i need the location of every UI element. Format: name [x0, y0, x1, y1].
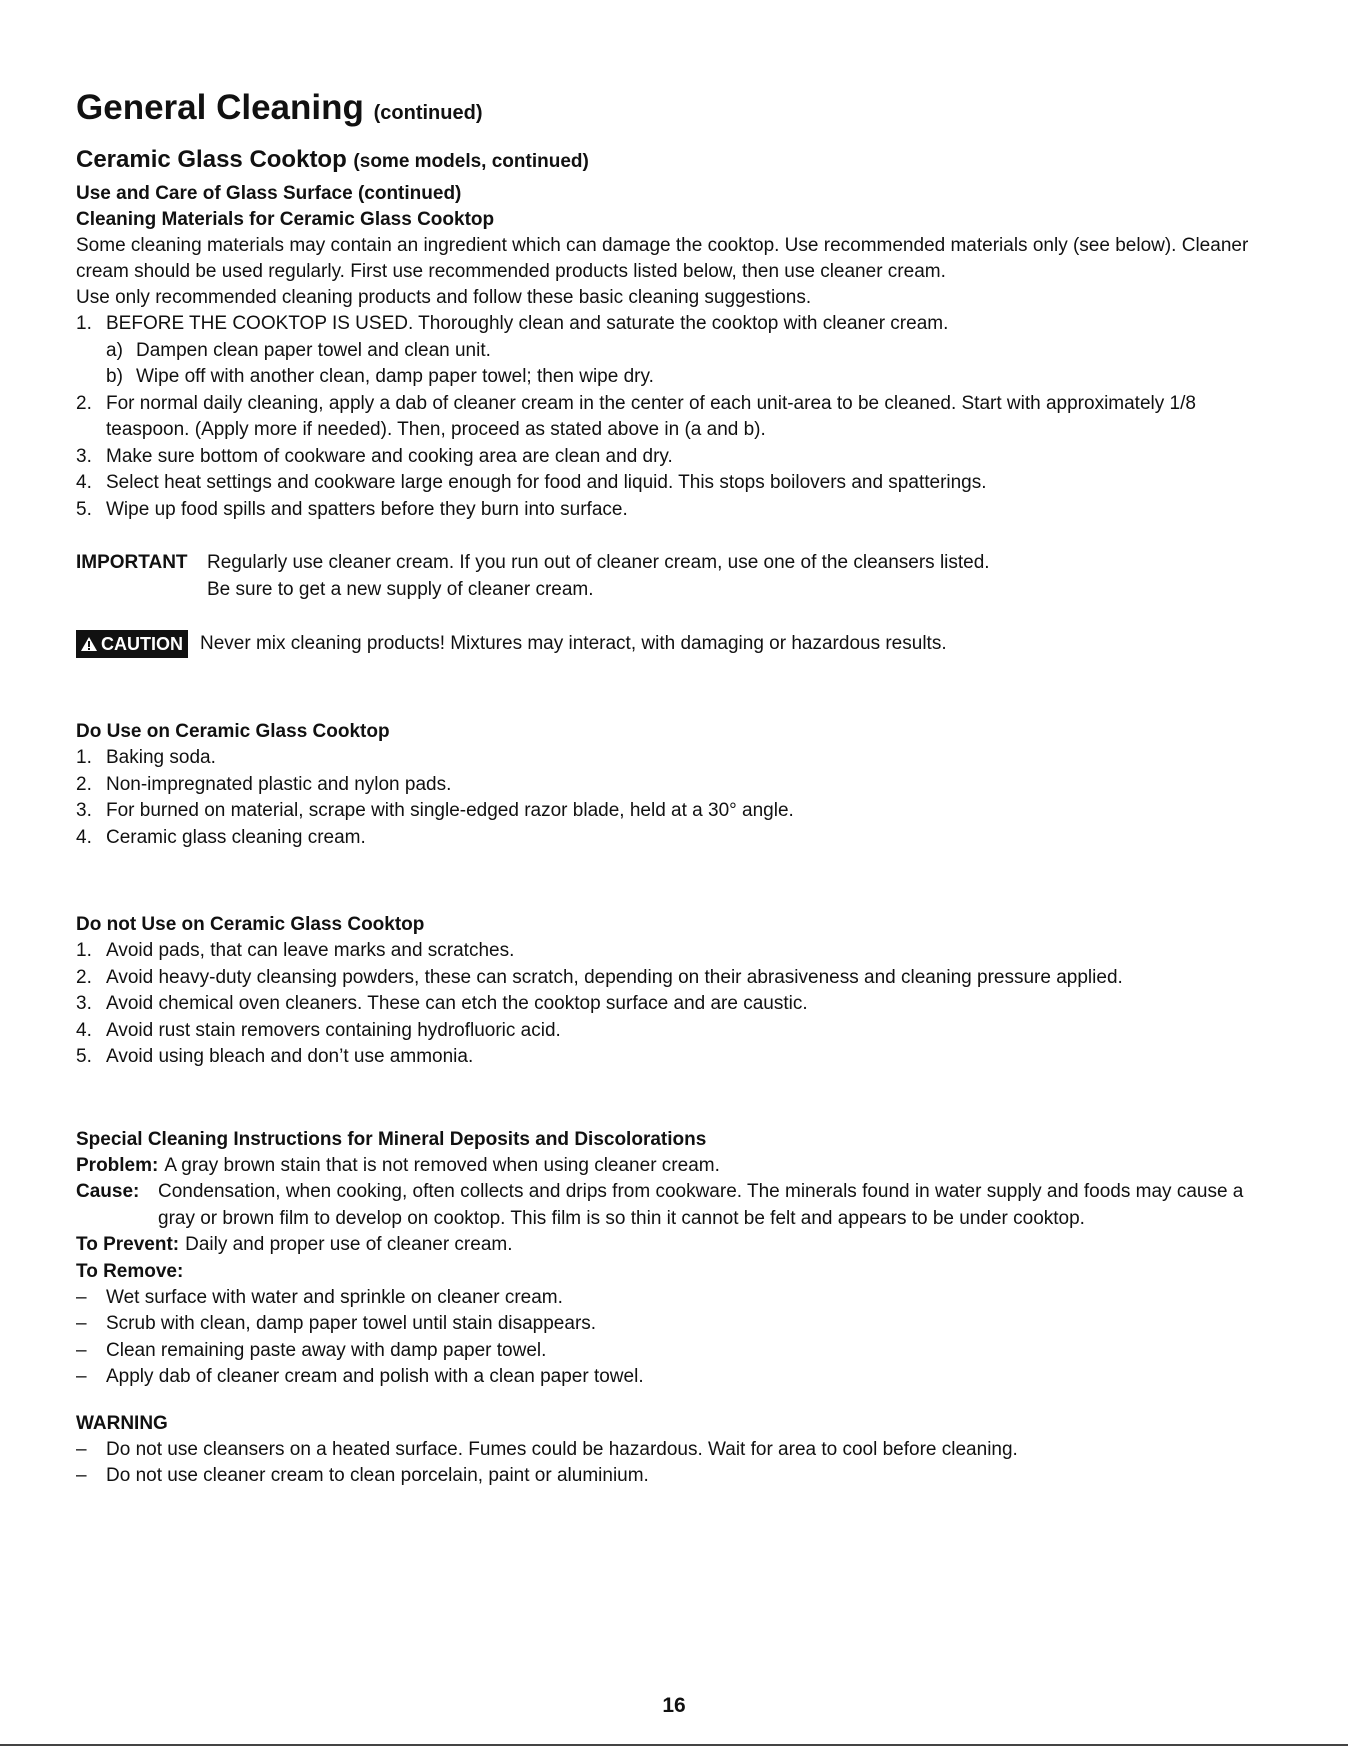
do-not-use-heading: Do not Use on Ceramic Glass Cooktop	[76, 914, 425, 935]
list-item	[76, 311, 1276, 338]
bottom-divider	[0, 1744, 1348, 1746]
important-note	[76, 550, 1276, 603]
sub-list-item	[76, 364, 1276, 391]
item-dash: –	[76, 1286, 87, 1308]
item-number: 3.	[76, 445, 92, 467]
sub-list-item	[76, 338, 1276, 365]
heading-use-care: Use and Care of Glass Surface (continued)	[76, 183, 462, 204]
do-not-use-section	[76, 912, 1276, 1071]
warning-heading: WARNING	[76, 1412, 168, 1434]
item-dash: –	[76, 1438, 87, 1460]
important-label: IMPORTANT	[76, 552, 188, 573]
remove-label: To Remove:	[76, 1260, 184, 1282]
cause-text: Condensation, when cooking, often collects and drips from cookware. The minerals found in water supply and foods may cause a gray or brown film to develop on cooktop. This film is so thin it cannot be felt and appears to be under cooktop.	[158, 1181, 1244, 1229]
list-item	[76, 444, 1276, 471]
important-line-2: Be sure to get a new supply of cleaner cream.	[207, 578, 594, 600]
item-text: Scrub with clean, damp paper towel until stain disappears.	[106, 1313, 597, 1334]
list-item	[76, 1364, 1276, 1391]
item-number: 1.	[76, 940, 92, 961]
list-item	[76, 1437, 1276, 1464]
caution-badge	[76, 630, 188, 658]
item-number: 4.	[76, 1019, 92, 1041]
item-text: Baking soda.	[106, 747, 216, 768]
list-item	[76, 772, 1276, 799]
item-number: 3.	[76, 993, 92, 1014]
list-item	[76, 798, 1276, 825]
list-item	[76, 1285, 1276, 1312]
item-text: Clean remaining paste away with damp paper towel.	[106, 1339, 547, 1361]
item-text: Make sure bottom of cookware and cooking area are clean and dry.	[106, 445, 673, 467]
item-text: Wipe up food spills and spatters before they burn into surface.	[106, 498, 628, 520]
title-suffix: (continued)	[373, 102, 483, 124]
item-letter: a)	[106, 339, 123, 361]
prevent-label: To Prevent:	[76, 1234, 180, 1255]
problem-row	[76, 1153, 1276, 1180]
item-text: Do not use cleaner cream to clean porcelain, paint or aluminium.	[106, 1465, 649, 1486]
item-text: BEFORE THE COOKTOP IS USED. Thoroughly clean and saturate the cooktop with cleaner cream.	[106, 313, 949, 334]
list-item	[76, 470, 1276, 497]
important-line-1: Regularly use cleaner cream. If you run out of cleaner cream, use one of the cleansers listed.	[207, 552, 990, 573]
item-text: Avoid pads, that can leave marks and scratches.	[106, 940, 515, 961]
cause-row	[76, 1179, 1276, 1232]
item-dash: –	[76, 1465, 87, 1486]
steps-list	[76, 311, 1276, 523]
item-text: For burned on material, scrape with single-edged razor blade, held at a 30° angle.	[106, 800, 794, 821]
item-text: Wet surface with water and sprinkle on cleaner cream.	[106, 1286, 563, 1308]
cause-label: Cause:	[76, 1181, 140, 1202]
list-item	[76, 745, 1276, 772]
special-cleaning-section	[76, 1127, 1276, 1391]
heading-materials: Cleaning Materials for Ceramic Glass Cooktop	[76, 209, 495, 230]
item-number: 3.	[76, 800, 92, 821]
list-item	[76, 1463, 1276, 1490]
do-use-heading: Do Use on Ceramic Glass Cooktop	[76, 721, 390, 742]
item-text: Dampen clean paper towel and clean unit.	[136, 339, 491, 361]
intro-paragraph-2: Use only recommended cleaning products and follow these basic cleaning suggestions.	[76, 287, 812, 308]
caution-label: CAUTION	[101, 634, 183, 654]
list-item	[76, 1044, 1276, 1071]
warning-section	[76, 1411, 1276, 1490]
caution-text: Never mix cleaning products! Mixtures may interact, with damaging or hazardous results.	[200, 633, 947, 654]
list-item	[76, 1338, 1276, 1365]
list-item	[76, 991, 1276, 1018]
subtitle-suffix: (some models, continued)	[353, 151, 589, 172]
item-text: Wipe off with another clean, damp paper towel; then wipe dry.	[136, 366, 654, 387]
list-item	[76, 965, 1276, 992]
warning-triangle-icon	[80, 636, 98, 652]
item-letter: b)	[106, 366, 123, 387]
item-text: Apply dab of cleaner cream and polish with a clean paper towel.	[106, 1366, 644, 1387]
item-dash: –	[76, 1313, 87, 1334]
caution-note	[76, 630, 1276, 658]
list-item	[76, 825, 1276, 852]
item-text: Avoid using bleach and don’t use ammonia.	[106, 1046, 474, 1067]
item-number: 2.	[76, 966, 92, 988]
document-page	[76, 88, 1276, 1490]
item-number: 5.	[76, 498, 92, 520]
subtitle-main: Ceramic Glass Cooktop	[76, 146, 347, 173]
list-item	[76, 497, 1276, 524]
important-text	[207, 550, 1276, 603]
section-title	[76, 145, 1276, 177]
item-text: Ceramic glass cleaning cream.	[106, 826, 366, 848]
item-number: 2.	[76, 392, 92, 414]
title-main: General Cleaning	[76, 88, 364, 127]
item-dash: –	[76, 1366, 87, 1387]
item-number: 1.	[76, 747, 92, 768]
item-text: Do not use cleansers on a heated surface. Fumes could be hazardous. Wait for area to cool before cleaning.	[106, 1438, 1018, 1460]
item-number: 4.	[76, 826, 92, 848]
page-number: 16	[662, 1694, 686, 1717]
prevent-row	[76, 1232, 1276, 1259]
intro-paragraph: Some cleaning materials may contain an ingredient which can damage the cooktop. Use recommended materials only (see below). Cleaner cream should be used regularly. First use recommended products listed below, then use cleaner cream.	[76, 235, 1249, 282]
item-text: Non-impregnated plastic and nylon pads.	[106, 773, 452, 795]
problem-text: A gray brown stain that is not removed when using cleaner cream.	[164, 1154, 720, 1176]
list-item	[76, 938, 1276, 965]
do-use-section	[76, 719, 1276, 851]
item-dash: –	[76, 1339, 87, 1361]
page-title	[76, 88, 1276, 133]
item-number: 1.	[76, 313, 92, 334]
item-text: Avoid heavy-duty cleansing powders, these can scratch, depending on their abrasiveness and cleaning pressure applied.	[106, 966, 1123, 988]
list-item	[76, 1311, 1276, 1338]
problem-label: Problem:	[76, 1154, 159, 1176]
item-text: Avoid chemical oven cleaners. These can etch the cooktop surface and are caustic.	[106, 993, 808, 1014]
list-item	[76, 1018, 1276, 1045]
item-number: 4.	[76, 472, 92, 493]
list-item	[76, 391, 1276, 444]
item-number: 2.	[76, 773, 92, 795]
item-text: Avoid rust stain removers containing hydrofluoric acid.	[106, 1019, 561, 1041]
item-text: Select heat settings and cookware large enough for food and liquid. This stops boilovers and spatterings.	[106, 472, 987, 493]
item-number: 5.	[76, 1046, 92, 1067]
prevent-text: Daily and proper use of cleaner cream.	[185, 1234, 513, 1255]
special-heading: Special Cleaning Instructions for Mineral Deposits and Discolorations	[76, 1128, 707, 1150]
item-text: For normal daily cleaning, apply a dab of cleaner cream in the center of each unit-area to be cleaned. Start with approximately 1/8 teaspoon. (Apply more if needed). Then, proceed as stated above in (a and b).	[106, 392, 1196, 440]
